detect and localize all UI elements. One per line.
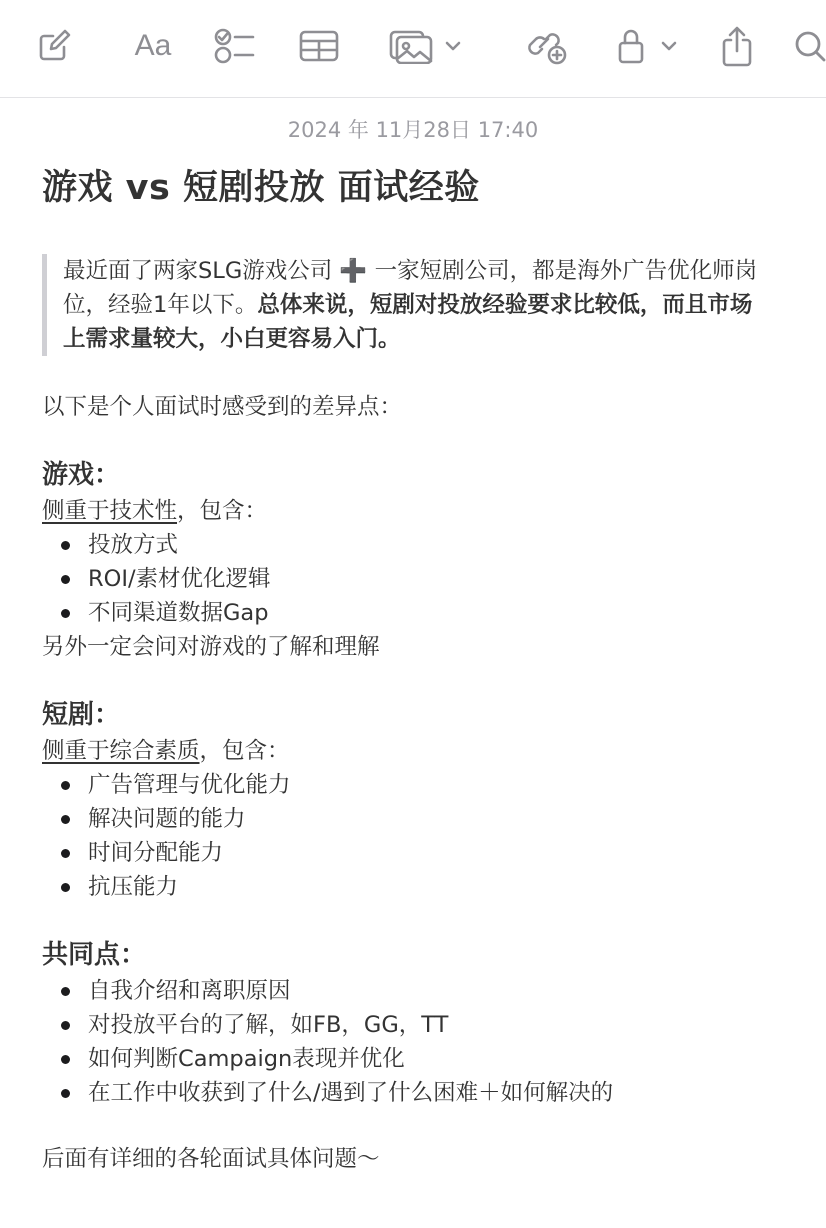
intro-text: 以下是个人面试时感受到的差异点：	[42, 394, 403, 420]
list-item: 在工作中收获到了什么/遇到了什么困难＋如何解决的	[42, 1076, 782, 1110]
list-item: 自我介绍和离职原因	[42, 974, 782, 1008]
common-list	[42, 974, 782, 1110]
drama-focus-rest: ，包含：	[199, 738, 290, 764]
text-format-icon[interactable]: Aa	[134, 29, 172, 62]
drama-list	[42, 768, 782, 904]
list-item: 广告管理与优化能力	[42, 768, 782, 802]
search-icon[interactable]	[792, 22, 826, 70]
list-item: 解决问题的能力	[42, 802, 782, 836]
note-title: 游戏 vs 短剧投放 面试经验	[42, 168, 480, 208]
list-item: 对投放平台的了解，如FB，GG，TT	[42, 1008, 782, 1042]
quote-bold-text: 总体来说，短剧对投放经验要求比较低，而且市场上需求量较大，小白更容易入门。	[63, 292, 753, 352]
list-item: 如何判断Campaign表现并优化	[42, 1042, 782, 1076]
media-icon[interactable]	[386, 22, 466, 70]
drama-focus	[42, 734, 782, 768]
games-section	[42, 456, 782, 664]
games-list	[42, 528, 782, 630]
checklist-icon[interactable]	[212, 22, 256, 70]
list-item: ROI/素材优化逻辑	[42, 562, 782, 596]
collaborate-icon[interactable]	[526, 22, 570, 70]
drama-focus-underlined: 侧重于综合素质	[42, 738, 200, 764]
drama-section	[42, 696, 782, 904]
games-heading: 游戏：	[42, 460, 121, 490]
list-item: 不同渠道数据Gap	[42, 596, 782, 630]
games-focus	[42, 494, 782, 528]
share-icon[interactable]	[718, 22, 756, 70]
toolbar	[0, 0, 826, 98]
quote-text: 最近面了两家SLG游戏公司 ➕ 一家短剧公司，都是海外广告优化师岗位，经验1年以下。	[63, 258, 758, 318]
common-section	[42, 936, 782, 1110]
note-date: 2024 年 11月28日 17:40	[287, 118, 539, 142]
compose-icon[interactable]	[34, 22, 74, 70]
lock-icon[interactable]	[614, 22, 682, 70]
list-item: 投放方式	[42, 528, 782, 562]
note-body[interactable]	[42, 112, 782, 1176]
table-icon[interactable]	[297, 22, 341, 70]
games-focus-underlined: 侧重于技术性	[42, 498, 178, 524]
list-item: 抗压能力	[42, 870, 782, 904]
games-focus-rest: ，包含：	[177, 498, 268, 524]
outro-text: 后面有详细的各轮面试具体问题～	[42, 1146, 380, 1172]
games-extra: 另外一定会问对游戏的了解和理解	[42, 634, 380, 660]
drama-heading: 短剧：	[42, 700, 121, 730]
common-heading: 共同点：	[42, 940, 147, 970]
block-quote	[42, 254, 762, 356]
list-item: 时间分配能力	[42, 836, 782, 870]
